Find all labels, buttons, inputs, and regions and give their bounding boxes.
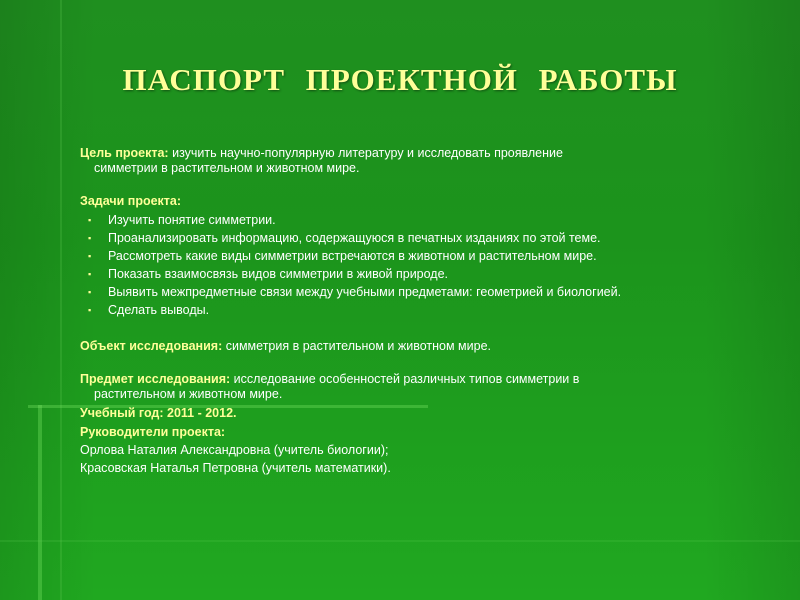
bullet-icon: ▪	[88, 305, 92, 315]
subject-block	[80, 372, 770, 402]
object-label: Объект исследования:	[80, 339, 223, 353]
bullet-icon: ▪	[88, 233, 92, 243]
subject-text-line2: растительном и животном мире.	[94, 387, 283, 401]
slide-content	[80, 146, 770, 476]
object-text: симметрия в растительном и животном мире.	[225, 339, 491, 353]
subject-label: Предмет исследования:	[80, 372, 231, 386]
bullet-icon: ▪	[88, 287, 92, 297]
decorative-line-vertical	[38, 405, 42, 600]
academic-year: Учебный год: 2011 - 2012.	[80, 406, 237, 420]
decorative-line-horizontal-thin	[0, 540, 800, 542]
slide-title: ПАСПОРТ ПРОЕКТНОЙ РАБОТЫ	[122, 62, 678, 97]
tasks-label: Задачи проекта:	[80, 194, 182, 208]
leader-item: Орлова Наталия Александровна (учитель биологии);	[80, 443, 389, 457]
bullet-icon: ▪	[88, 251, 92, 261]
tasks-block	[80, 194, 770, 318]
list-item: ▪ Показать взаимосвязь видов симметрии в живой природе.	[88, 267, 449, 281]
bullet-icon: ▪	[88, 215, 92, 225]
list-item: ▪ Изучить понятие симметрии.	[88, 213, 276, 227]
leader-item: Красовская Наталья Петровна (учитель математики).	[80, 461, 391, 475]
tasks-list	[80, 213, 770, 318]
leaders-block	[80, 425, 770, 476]
list-item: ▪ Выявить межпредметные связи между учебными предметами: геометрией и биологией.	[88, 285, 622, 299]
goal-text-line2: симметрии в растительном и животном мире.	[94, 161, 360, 175]
list-item: ▪ Проанализировать информацию, содержащуюся в печатных изданиях по этой теме.	[88, 231, 601, 245]
list-item: ▪ Рассмотреть какие виды симметрии встречаются в животном и растительном мире.	[88, 249, 597, 263]
goal-label: Цель проекта:	[80, 146, 169, 160]
bullet-icon: ▪	[88, 269, 92, 279]
subject-text-line1: исследование особенностей различных типов симметрии в	[233, 372, 580, 386]
object-block	[80, 339, 770, 354]
leaders-label: Руководители проекта:	[80, 425, 226, 439]
goal-block	[80, 146, 770, 176]
list-item: ▪ Сделать выводы.	[88, 303, 210, 317]
goal-text-line1: изучить научно-популярную литературу и исследовать проявление	[172, 146, 563, 160]
